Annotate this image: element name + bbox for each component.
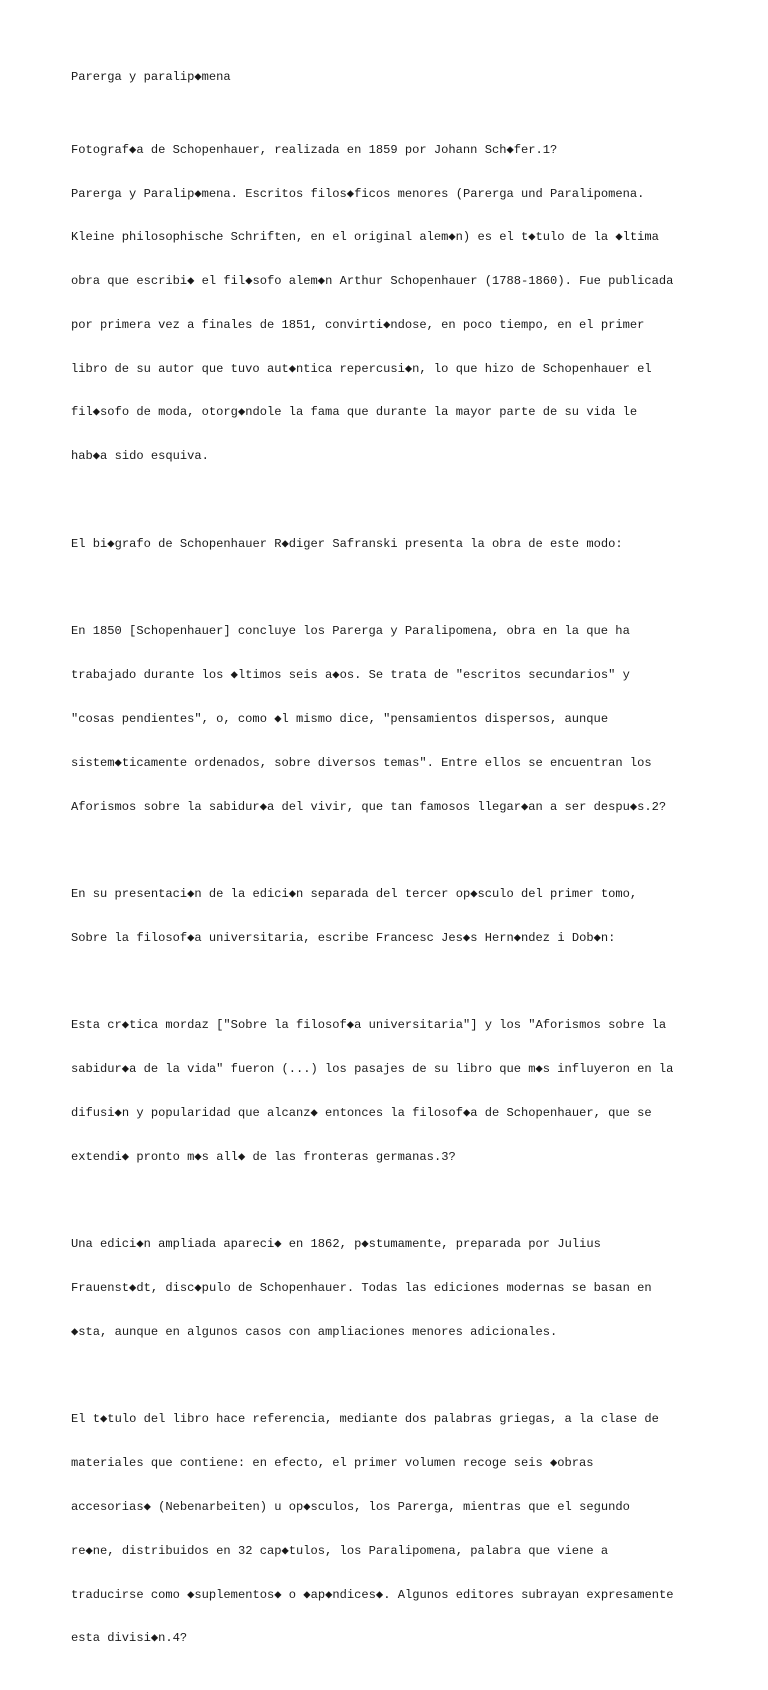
text-line: sabidur◆a de la vida" fueron (...) los pasajes de su libro que m◆s influyeron en la <box>71 1062 674 1077</box>
text-line: Aforismos sobre la sabidur◆a del vivir, que tan famosos llegar◆an a ser despu◆s.2? <box>71 799 667 814</box>
text-line: materiales que contiene: en efecto, el primer volumen recoge seis ◆obras <box>71 1456 594 1471</box>
text-line: En su presentaci◆n de la edici◆n separada del tercer op◆sculo del primer tomo, <box>71 887 638 902</box>
text-line: esta divisi◆n.4? <box>71 1631 188 1646</box>
document-page <box>71 70 711 1690</box>
text-line: sistem◆ticamente ordenados, sobre diversos temas". Entre ellos se encuentran los <box>71 755 652 770</box>
text-line: Sobre la filosof◆a universitaria, escribe Francesc Jes◆s Hern◆ndez i Dob◆n: <box>71 930 616 945</box>
text-line: Parerga y Paralip◆mena. Escritos filos◆ficos menores (Parerga und Paralipomena. <box>71 186 645 201</box>
text-line: accesorias◆ (Nebenarbeiten) u op◆sculos, los Parerga, mientras que el segundo <box>71 1500 630 1514</box>
text-line: fil◆sofo de moda, otorg◆ndole la fama que durante la mayor parte de su vida le <box>71 405 638 420</box>
paragraph-biographer <box>71 508 711 581</box>
text-line: re◆ne, distribuidos en 32 cap◆tulos, los Paralipomena, palabra que viene a <box>71 1543 609 1558</box>
text-line: difusi◆n y popularidad que alcanz◆ entonces la filosof◆a de Schopenhauer, que se <box>71 1105 652 1120</box>
document-title: Parerga y paralip◆mena <box>71 70 231 84</box>
text-line: Frauenst◆dt, disc◆pulo de Schopenhauer. Todas las ediciones modernas se basan en <box>71 1281 652 1296</box>
text-line: libro de su autor que tuvo aut◆ntica repercusi◆n, lo que hizo de Schopenhauer el <box>71 361 652 376</box>
text-line: Kleine philosophische Schriften, en el original alem◆n) es el t◆tulo de la ◆ltima <box>71 230 659 245</box>
paragraph-quote-safranski <box>71 595 711 843</box>
text-line: "cosas pendientes", o, como ◆l mismo dice, "pensamientos dispersos, aunque <box>71 711 609 726</box>
text-line: obra que escribi◆ el fil◆sofo alem◆n Arthur Schopenhauer (1788-1860). Fue publicada <box>71 274 674 289</box>
text-line: En 1850 [Schopenhauer] concluye los Parerga y Paralipomena, obra en la que ha <box>71 624 630 639</box>
text-line: ◆sta, aunque en algunos casos con ampliaciones menores adicionales. <box>71 1324 558 1339</box>
paragraph-title-meaning <box>71 1383 711 1675</box>
text-line: Fotograf◆a de Schopenhauer, realizada en 1859 por Johann Sch◆fer.1? <box>71 142 558 157</box>
text-line: El bi◆grafo de Schopenhauer R◆diger Safranski presenta la obra de este modo: <box>71 536 623 551</box>
text-line: Una edici◆n ampliada apareci◆ en 1862, p◆stumamente, preparada por Julius <box>71 1237 601 1252</box>
paragraph-intro <box>71 114 711 493</box>
paragraph-editions <box>71 1208 711 1369</box>
text-line: por primera vez a finales de 1851, convirti◆ndose, en poco tiempo, en el primer <box>71 317 645 332</box>
paragraph-quote-hernandez <box>71 989 711 1193</box>
text-line: extendi◆ pronto m◆s all◆ de las fronteras germanas.3? <box>71 1149 456 1164</box>
text-line: hab◆a sido esquiva. <box>71 449 209 464</box>
text-line: traducirse como ◆suplementos◆ o ◆ap◆ndices◆. Algunos editores subrayan expresamente <box>71 1587 674 1602</box>
text-line: trabajado durante los ◆ltimos seis a◆os. Se trata de "escritos secundarios" y <box>71 668 630 683</box>
text-line: El t◆tulo del libro hace referencia, mediante dos palabras griegas, a la clase de <box>71 1412 659 1427</box>
paragraph-presentation <box>71 858 711 975</box>
text-line: Esta cr◆tica mordaz ["Sobre la filosof◆a universitaria"] y los "Aforismos sobre la <box>71 1018 667 1033</box>
